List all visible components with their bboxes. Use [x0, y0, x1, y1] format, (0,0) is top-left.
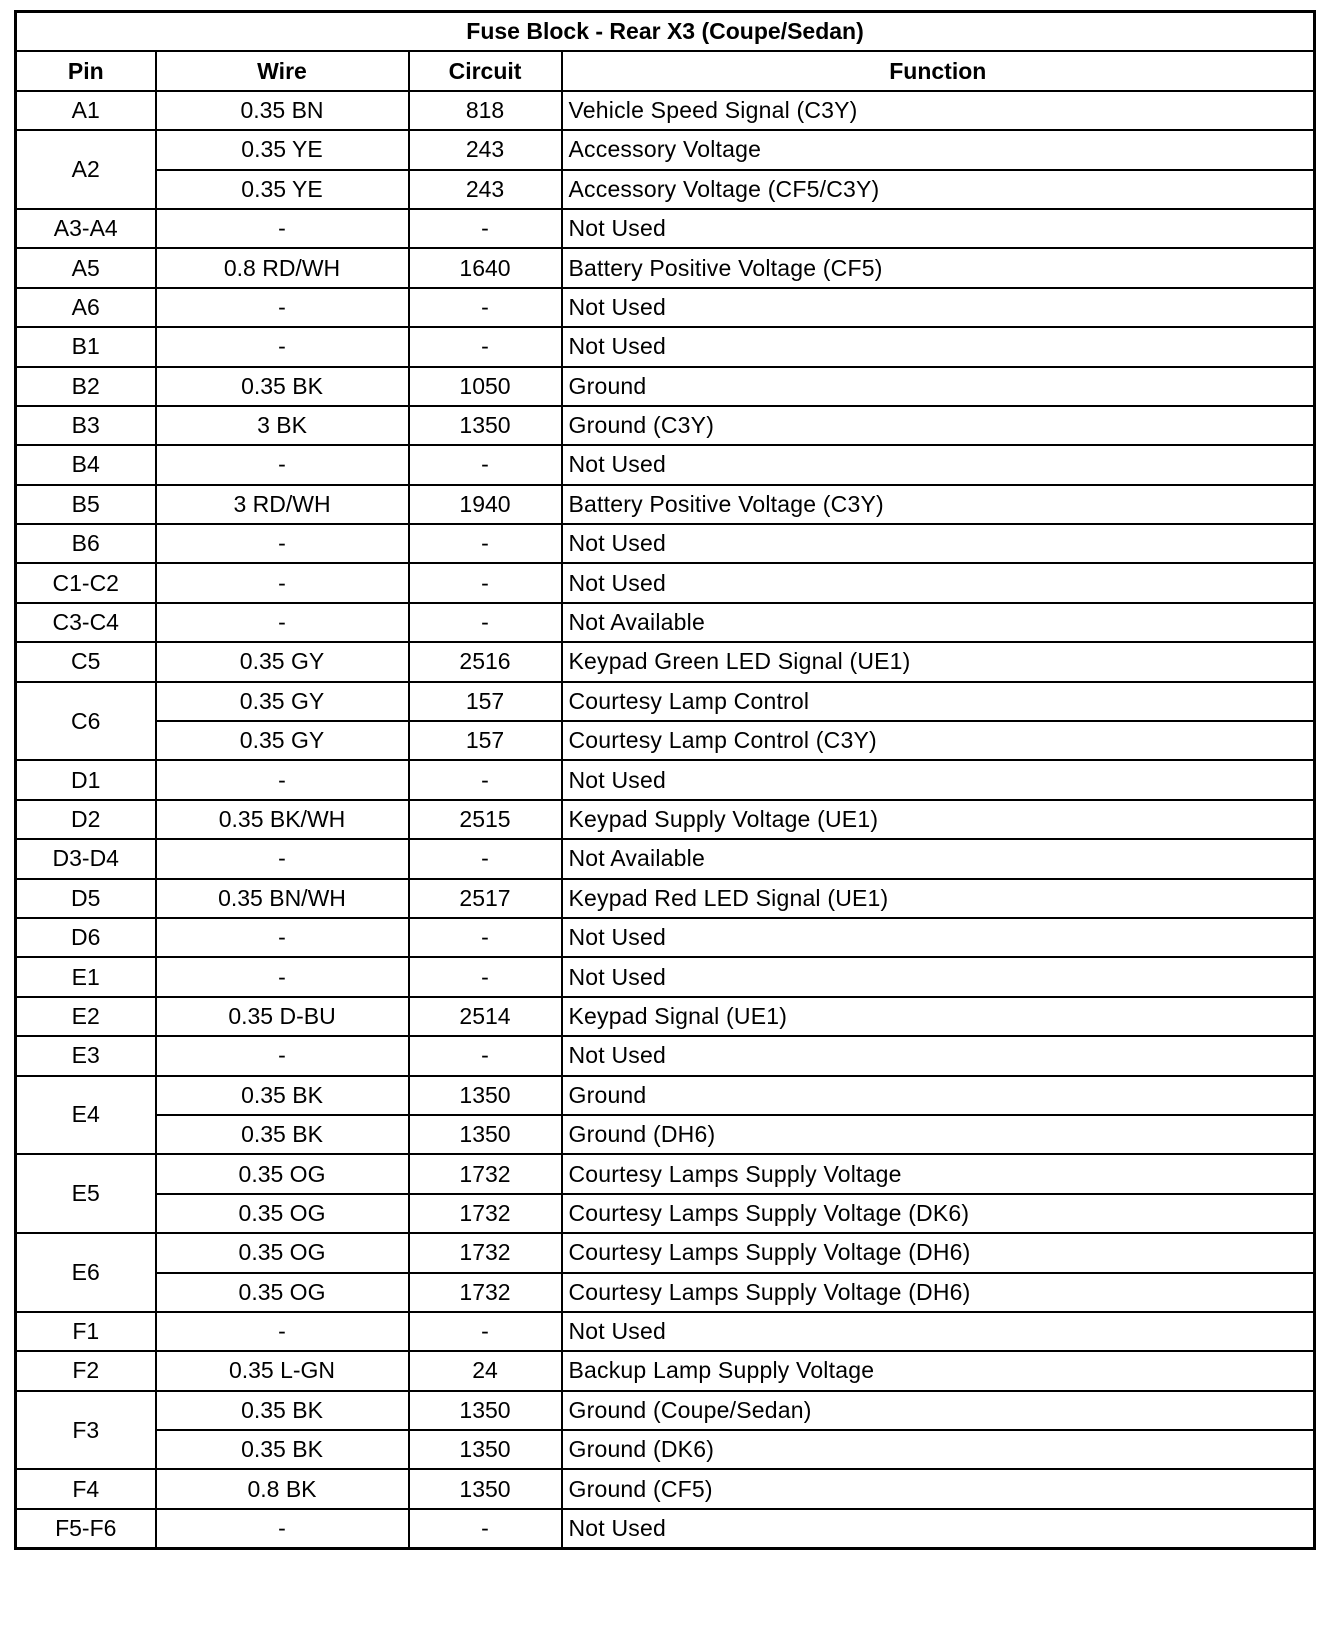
wire-cell: 0.35 BN/WH — [156, 879, 409, 918]
function-cell: Courtesy Lamp Control (C3Y) — [562, 721, 1315, 760]
pin-cell: E3 — [16, 1036, 156, 1075]
function-cell: Not Used — [562, 918, 1315, 957]
table-row — [16, 248, 1315, 287]
circuit-cell: 1732 — [409, 1273, 562, 1312]
circuit-cell: 243 — [409, 130, 562, 169]
wire-cell: - — [156, 1312, 409, 1351]
circuit-cell: 2515 — [409, 800, 562, 839]
wire-cell: 0.35 BK — [156, 1076, 409, 1115]
table-row — [16, 288, 1315, 327]
pin-cell: B4 — [16, 445, 156, 484]
circuit-cell: 1732 — [409, 1154, 562, 1193]
function-cell: Courtesy Lamp Control — [562, 682, 1315, 721]
function-cell: Not Available — [562, 603, 1315, 642]
table-row — [16, 485, 1315, 524]
function-cell: Battery Positive Voltage (CF5) — [562, 248, 1315, 287]
function-cell: Not Available — [562, 839, 1315, 878]
wire-cell: - — [156, 563, 409, 602]
circuit-cell: 1350 — [409, 1076, 562, 1115]
wire-cell: - — [156, 445, 409, 484]
table-row — [16, 130, 1315, 169]
function-cell: Ground (Coupe/Sedan) — [562, 1391, 1315, 1430]
wire-cell: - — [156, 209, 409, 248]
circuit-cell: 2514 — [409, 997, 562, 1036]
circuit-cell: 2517 — [409, 879, 562, 918]
table-title: Fuse Block - Rear X3 (Coupe/Sedan) — [16, 12, 1315, 52]
function-cell: Keypad Supply Voltage (UE1) — [562, 800, 1315, 839]
table-row — [16, 997, 1315, 1036]
table-row — [16, 1076, 1315, 1115]
table-row — [16, 209, 1315, 248]
circuit-cell: 157 — [409, 682, 562, 721]
circuit-cell: 1350 — [409, 1391, 562, 1430]
function-cell: Not Used — [562, 288, 1315, 327]
function-cell: Ground — [562, 1076, 1315, 1115]
circuit-cell: 1940 — [409, 485, 562, 524]
table-row — [16, 957, 1315, 996]
wire-cell: 0.35 BK — [156, 367, 409, 406]
wire-cell: - — [156, 524, 409, 563]
wire-cell: - — [156, 839, 409, 878]
table-row — [16, 603, 1315, 642]
wire-cell: 0.35 OG — [156, 1154, 409, 1193]
table-row — [16, 642, 1315, 681]
function-cell: Ground (DH6) — [562, 1115, 1315, 1154]
table-row — [16, 918, 1315, 957]
circuit-cell: 1732 — [409, 1233, 562, 1272]
pin-header: Pin — [16, 51, 156, 90]
table-body — [16, 91, 1315, 1549]
function-cell: Not Used — [562, 524, 1315, 563]
pin-cell: D3-D4 — [16, 839, 156, 878]
wire-cell: 0.35 OG — [156, 1194, 409, 1233]
circuit-cell: - — [409, 760, 562, 799]
pin-cell: B2 — [16, 367, 156, 406]
table-row — [16, 1509, 1315, 1549]
function-cell: Keypad Signal (UE1) — [562, 997, 1315, 1036]
wire-cell: 0.35 BK — [156, 1391, 409, 1430]
circuit-cell: - — [409, 524, 562, 563]
wire-cell: 0.35 GY — [156, 642, 409, 681]
pin-cell: D6 — [16, 918, 156, 957]
function-cell: Ground (C3Y) — [562, 406, 1315, 445]
pin-cell: E4 — [16, 1076, 156, 1155]
circuit-cell: - — [409, 1509, 562, 1549]
table-row — [16, 91, 1315, 130]
circuit-cell: 1732 — [409, 1194, 562, 1233]
table-row — [16, 800, 1315, 839]
function-cell: Vehicle Speed Signal (C3Y) — [562, 91, 1315, 130]
circuit-cell: - — [409, 327, 562, 366]
table-row — [16, 1115, 1315, 1154]
function-cell: Courtesy Lamps Supply Voltage — [562, 1154, 1315, 1193]
wire-cell: 0.35 BN — [156, 91, 409, 130]
table-row — [16, 327, 1315, 366]
circuit-cell: - — [409, 445, 562, 484]
wire-cell: 0.35 GY — [156, 682, 409, 721]
pin-cell: F2 — [16, 1351, 156, 1390]
circuit-cell: - — [409, 1036, 562, 1075]
wire-cell: 3 RD/WH — [156, 485, 409, 524]
table-row — [16, 682, 1315, 721]
circuit-cell: 2516 — [409, 642, 562, 681]
wire-cell: 0.8 BK — [156, 1469, 409, 1508]
table-row — [16, 1351, 1315, 1390]
table-row — [16, 1154, 1315, 1193]
function-cell: Ground (CF5) — [562, 1469, 1315, 1508]
circuit-cell: 1350 — [409, 1469, 562, 1508]
wire-cell: 0.35 YE — [156, 130, 409, 169]
function-cell: Not Used — [562, 209, 1315, 248]
circuit-cell: - — [409, 288, 562, 327]
wire-cell: 0.35 OG — [156, 1273, 409, 1312]
table-row — [16, 879, 1315, 918]
wire-cell: 0.35 GY — [156, 721, 409, 760]
table-row — [16, 1194, 1315, 1233]
wire-cell: - — [156, 760, 409, 799]
connector-pinout-table — [14, 10, 1316, 1550]
circuit-cell: 243 — [409, 170, 562, 209]
circuit-cell: 1050 — [409, 367, 562, 406]
function-cell: Keypad Green LED Signal (UE1) — [562, 642, 1315, 681]
wire-cell: - — [156, 603, 409, 642]
table-row — [16, 1233, 1315, 1272]
pin-cell: B3 — [16, 406, 156, 445]
circuit-cell: 1640 — [409, 248, 562, 287]
pin-cell: E1 — [16, 957, 156, 996]
pin-cell: C5 — [16, 642, 156, 681]
table-row — [16, 1312, 1315, 1351]
table-row — [16, 367, 1315, 406]
wire-cell: - — [156, 1036, 409, 1075]
wire-cell: - — [156, 1509, 409, 1549]
header-row — [16, 51, 1315, 90]
function-cell: Not Used — [562, 327, 1315, 366]
title-row — [16, 12, 1315, 52]
function-cell: Courtesy Lamps Supply Voltage (DH6) — [562, 1233, 1315, 1272]
function-cell: Not Used — [562, 760, 1315, 799]
function-cell: Ground — [562, 367, 1315, 406]
wire-cell: 0.35 OG — [156, 1233, 409, 1272]
function-cell: Courtesy Lamps Supply Voltage (DH6) — [562, 1273, 1315, 1312]
wire-cell: 0.35 BK — [156, 1115, 409, 1154]
function-cell: Ground (DK6) — [562, 1430, 1315, 1469]
function-cell: Not Used — [562, 1509, 1315, 1549]
circuit-cell: - — [409, 603, 562, 642]
function-cell: Courtesy Lamps Supply Voltage (DK6) — [562, 1194, 1315, 1233]
pin-cell: A2 — [16, 130, 156, 209]
pin-cell: D1 — [16, 760, 156, 799]
circuit-cell: 1350 — [409, 1430, 562, 1469]
pin-cell: F5-F6 — [16, 1509, 156, 1549]
wire-cell: - — [156, 918, 409, 957]
wire-cell: 0.35 YE — [156, 170, 409, 209]
function-cell: Backup Lamp Supply Voltage — [562, 1351, 1315, 1390]
table-row — [16, 170, 1315, 209]
wire-cell: 0.35 BK/WH — [156, 800, 409, 839]
function-cell: Not Used — [562, 445, 1315, 484]
circuit-cell: - — [409, 1312, 562, 1351]
function-cell: Not Used — [562, 1036, 1315, 1075]
pin-cell: B1 — [16, 327, 156, 366]
table-row — [16, 1273, 1315, 1312]
pin-cell: D2 — [16, 800, 156, 839]
pin-cell: A1 — [16, 91, 156, 130]
pin-cell: E6 — [16, 1233, 156, 1312]
circuit-cell: - — [409, 839, 562, 878]
pin-cell: A3-A4 — [16, 209, 156, 248]
function-cell: Accessory Voltage — [562, 130, 1315, 169]
function-cell: Not Used — [562, 957, 1315, 996]
table-row — [16, 1391, 1315, 1430]
pin-cell: B6 — [16, 524, 156, 563]
pin-cell: A5 — [16, 248, 156, 287]
wire-header: Wire — [156, 51, 409, 90]
wire-cell: 0.35 D-BU — [156, 997, 409, 1036]
circuit-header: Circuit — [409, 51, 562, 90]
wire-cell: 0.35 L-GN — [156, 1351, 409, 1390]
circuit-cell: 1350 — [409, 406, 562, 445]
pin-cell: C3-C4 — [16, 603, 156, 642]
pin-cell: C6 — [16, 682, 156, 761]
function-cell: Not Used — [562, 1312, 1315, 1351]
table-row — [16, 1469, 1315, 1508]
circuit-cell: 818 — [409, 91, 562, 130]
table-row — [16, 406, 1315, 445]
pin-cell: F3 — [16, 1391, 156, 1470]
circuit-cell: - — [409, 563, 562, 602]
table-row — [16, 445, 1315, 484]
pin-cell: C1-C2 — [16, 563, 156, 602]
circuit-cell: - — [409, 209, 562, 248]
table-row — [16, 721, 1315, 760]
pin-cell: B5 — [16, 485, 156, 524]
wire-cell: 0.8 RD/WH — [156, 248, 409, 287]
circuit-cell: 157 — [409, 721, 562, 760]
table-row — [16, 760, 1315, 799]
pin-cell: A6 — [16, 288, 156, 327]
wire-cell: - — [156, 957, 409, 996]
circuit-cell: - — [409, 957, 562, 996]
table-row — [16, 563, 1315, 602]
function-cell: Battery Positive Voltage (C3Y) — [562, 485, 1315, 524]
table-row — [16, 1430, 1315, 1469]
pin-cell: E2 — [16, 997, 156, 1036]
pin-cell: D5 — [16, 879, 156, 918]
pin-cell: F4 — [16, 1469, 156, 1508]
circuit-cell: 24 — [409, 1351, 562, 1390]
wire-cell: - — [156, 288, 409, 327]
wire-cell: 3 BK — [156, 406, 409, 445]
table-row — [16, 1036, 1315, 1075]
circuit-cell: 1350 — [409, 1115, 562, 1154]
circuit-cell: - — [409, 918, 562, 957]
table-row — [16, 839, 1315, 878]
function-cell: Accessory Voltage (CF5/C3Y) — [562, 170, 1315, 209]
table-row — [16, 524, 1315, 563]
wire-cell: 0.35 BK — [156, 1430, 409, 1469]
pin-cell: E5 — [16, 1154, 156, 1233]
function-header: Function — [562, 51, 1315, 90]
function-cell: Not Used — [562, 563, 1315, 602]
wire-cell: - — [156, 327, 409, 366]
function-cell: Keypad Red LED Signal (UE1) — [562, 879, 1315, 918]
pin-cell: F1 — [16, 1312, 156, 1351]
